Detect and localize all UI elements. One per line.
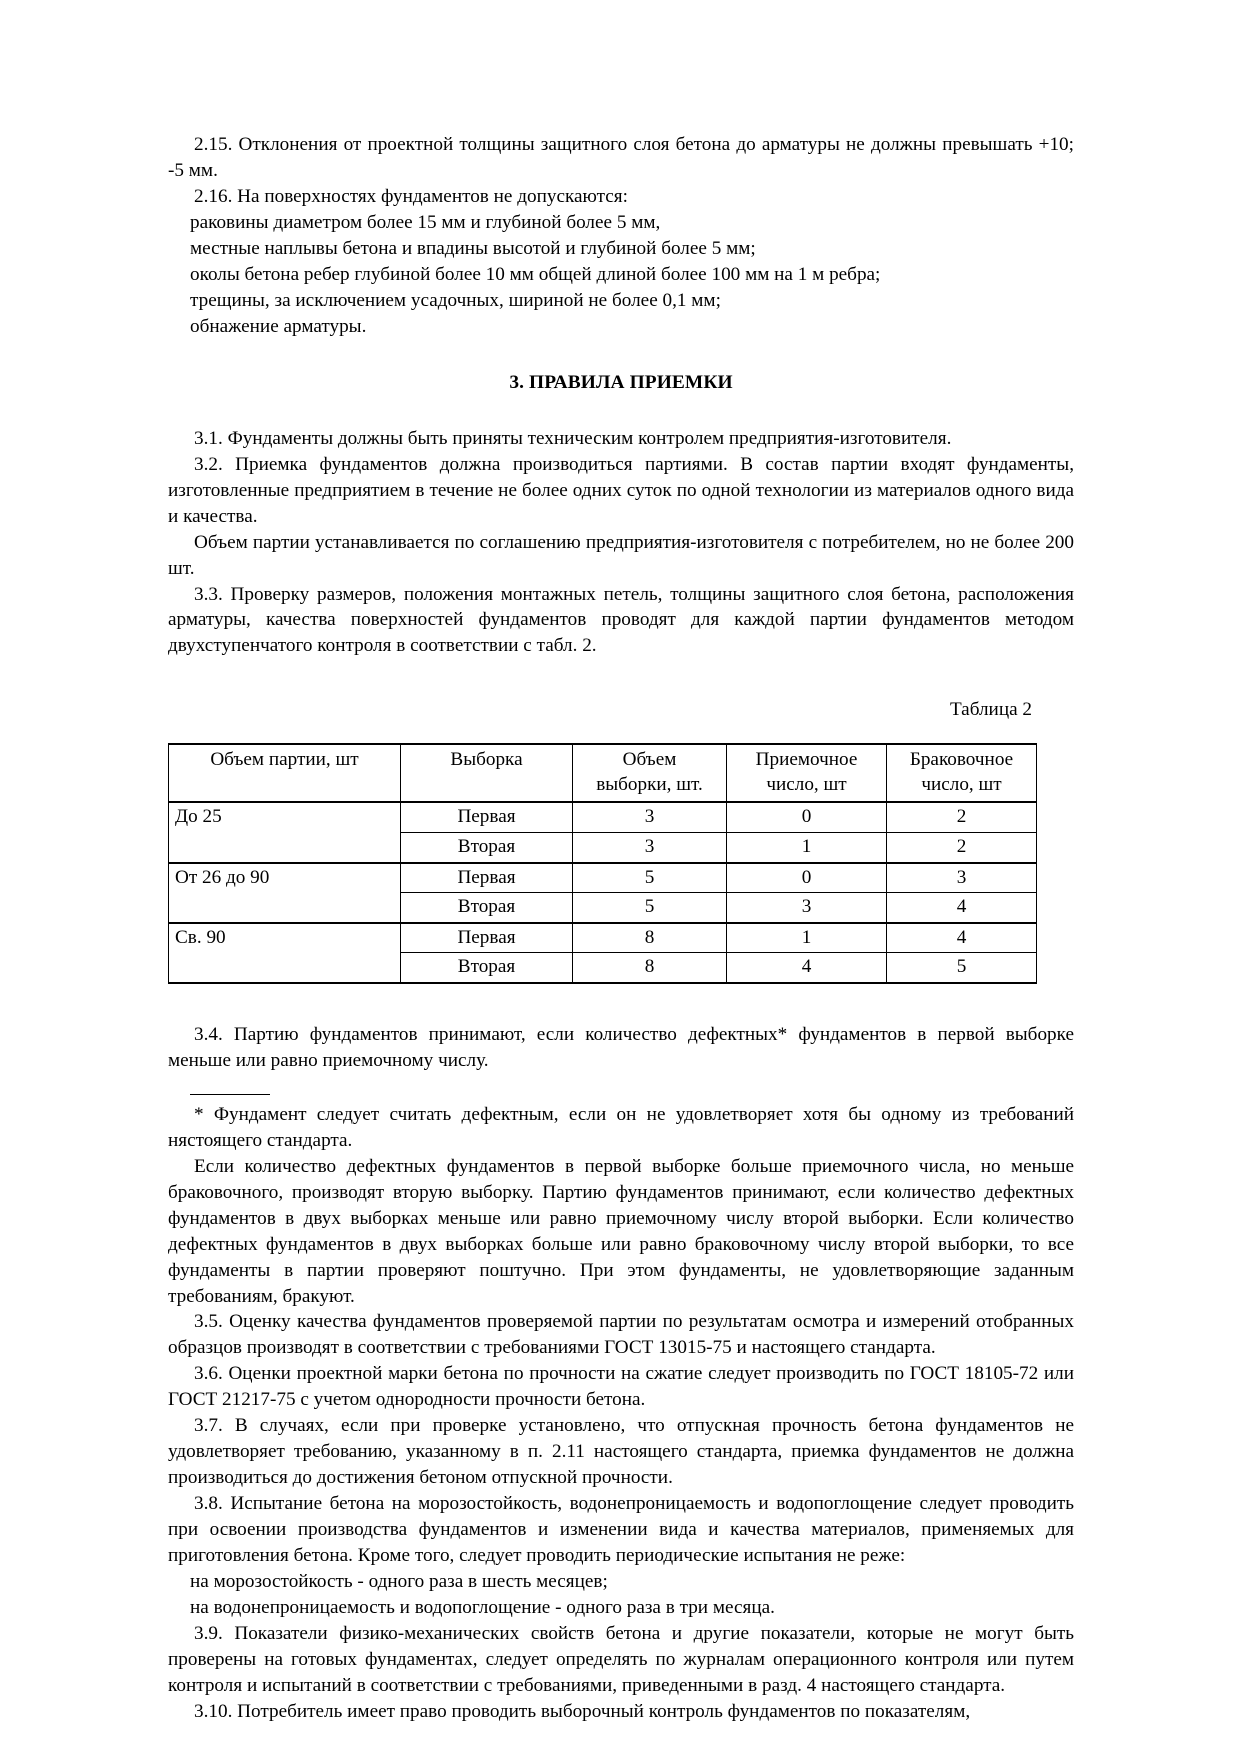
cell-acceptance-number: 1 bbox=[727, 833, 887, 863]
paragraph-3-4: 3.4. Партию фундаментов принимают, если количество дефектных* фундаментов в первой выборке меньше или равно приемочному числу. bbox=[168, 1023, 1074, 1071]
paragraph-3-6: 3.6. Оценки проектной марки бетона по прочности на сжатие следует производить по ГОСТ 18105-72 или ГОСТ 21217-75 с учетом однородности прочности бетона. bbox=[168, 1363, 1074, 1411]
cell-lot-volume: От 26 до 90 bbox=[169, 863, 401, 893]
paragraph-3-9: 3.9. Показатели физико-механических свойств бетона и другие показатели, которые не могут быть проверены на готовых фундаментах, следует определять по журналам операционного контроля или путем контроля и испытаний в соответствии с требованиями, приведенными в разд. 4 настоящего стандарта. bbox=[168, 1622, 1074, 1696]
cell-sample: Вторая bbox=[401, 893, 573, 923]
cell-sample: Вторая bbox=[401, 833, 573, 863]
table-caption: Таблица 2 bbox=[949, 699, 1032, 721]
table-head bbox=[169, 744, 1037, 802]
table-row bbox=[169, 923, 1037, 953]
footnote-text: * Фундамент следует считать дефектным, если он не удовлетворяет хотя бы одному из требований нястоящего стандарта. bbox=[168, 1103, 1074, 1151]
table-header-row bbox=[169, 744, 1037, 802]
header-line: Выборка bbox=[450, 749, 523, 771]
paragraph-2-15: 2.15. Отклонения от проектной толщины защитного слоя бетона до арматуры не должны превышать +10; -5 мм. bbox=[168, 134, 1074, 181]
table-header-lot-volume bbox=[169, 744, 401, 802]
cell-rejection-number: 4 bbox=[887, 893, 1037, 923]
cell-rejection-number: 3 bbox=[887, 863, 1037, 893]
table-row bbox=[169, 953, 1037, 983]
cell-sample-volume: 8 bbox=[573, 923, 727, 953]
cell-sample-volume: 3 bbox=[573, 833, 727, 863]
table-row bbox=[169, 802, 1037, 832]
cell-lot-volume: До 25 bbox=[169, 802, 401, 832]
header-line: Объем bbox=[622, 749, 677, 771]
header-line: число, шт bbox=[766, 773, 847, 795]
paragraph-2-16: 2.16. На поверхностях фундаментов не допускаются: bbox=[194, 185, 628, 207]
list-item-216-2: околы бетона ребер глубиной более 10 мм общей длиной более 100 мм на 1 м ребра; bbox=[190, 263, 881, 285]
header-line: выборки, шт. bbox=[596, 773, 703, 795]
paragraph-3-7: 3.7. В случаях, если при проверке установлено, что отпускная прочность бетона фундаментов не удовлетворяет требованию, указанному в п. 2.11 настоящего стандарта, приемка фундаментов не должна производиться до достижения бетоном отпускной прочности. bbox=[168, 1415, 1074, 1489]
cell-sample: Первая bbox=[401, 923, 573, 953]
cell-sample: Вторая bbox=[401, 953, 573, 983]
list-item-216-0: раковины диаметром более 15 мм и глубиной более 5 мм, bbox=[190, 211, 661, 233]
cell-rejection-number: 2 bbox=[887, 802, 1037, 832]
list-item-216-3: трещины, за исключением усадочных, шириной не более 0,1 мм; bbox=[190, 289, 721, 311]
spacer-before-heading bbox=[168, 340, 1074, 370]
cell-acceptance-number: 0 bbox=[727, 863, 887, 893]
table-row bbox=[169, 893, 1037, 923]
cell-lot-volume-continued bbox=[169, 833, 401, 863]
table-header-rejection-number bbox=[887, 744, 1037, 802]
cell-rejection-number: 2 bbox=[887, 833, 1037, 863]
list-item-38-1: на водонепроницаемость и водопоглощение - одного раза в три месяца. bbox=[190, 1596, 775, 1618]
list-item-216-4: обнажение арматуры. bbox=[190, 315, 367, 337]
cell-sample-volume: 8 bbox=[573, 953, 727, 983]
table-header-sample-volume bbox=[573, 744, 727, 802]
cell-sample-volume: 5 bbox=[573, 863, 727, 893]
paragraph-3-5: 3.5. Оценку качества фундаментов проверяемой партии по результатам осмотра и измерений отобранных образцов производят в соответствии с требованиями ГОСТ 13015-75 и настоящего стандарта. bbox=[168, 1311, 1074, 1359]
cell-acceptance-number: 1 bbox=[727, 923, 887, 953]
cell-acceptance-number: 0 bbox=[727, 802, 887, 832]
spacer-before-table-caption bbox=[168, 659, 1074, 697]
paragraph-3-1: 3.1. Фундаменты должны быть приняты техническим контролем предприятия-изготовителя. bbox=[194, 427, 952, 449]
document-content bbox=[168, 132, 1074, 1725]
cell-lot-volume-continued bbox=[169, 953, 401, 983]
list-item-38-0: на морозостойкость - одного раза в шесть месяцев; bbox=[190, 1571, 608, 1592]
table-header-sample bbox=[401, 744, 573, 802]
cell-rejection-number: 4 bbox=[887, 923, 1037, 953]
table-row bbox=[169, 833, 1037, 863]
spacer-after-heading bbox=[168, 396, 1074, 426]
cell-lot-volume-continued bbox=[169, 893, 401, 923]
cell-acceptance-number: 3 bbox=[727, 893, 887, 923]
header-line: Браковочное bbox=[909, 749, 1014, 771]
section-heading-3: 3. ПРАВИЛА ПРИЕМКИ bbox=[509, 371, 733, 393]
spacer-before-table bbox=[168, 723, 1074, 743]
spacer-after-footnote-rule bbox=[168, 1095, 1074, 1102]
acceptance-table bbox=[168, 743, 1037, 984]
cell-sample: Первая bbox=[401, 802, 573, 832]
table-row bbox=[169, 863, 1037, 893]
paragraph-3-3: 3.3. Проверку размеров, положения монтажных петель, толщины защитного слоя бетона, расположения арматуры, качества поверхностей фундаментов проводят для каждой партии фундаментов методом двухступенчатого контроля в соответствии с табл. 2. bbox=[168, 583, 1074, 657]
table-header-acceptance-number bbox=[727, 744, 887, 802]
paragraph-volume-of-lot: Объем партии устанавливается по соглашению предприятия-изготовителя с потребителем, но не более 200 шт. bbox=[168, 531, 1074, 579]
cell-rejection-number: 5 bbox=[887, 953, 1037, 983]
cell-sample-volume: 3 bbox=[573, 802, 727, 832]
table-body bbox=[169, 802, 1037, 982]
cell-lot-volume: Св. 90 bbox=[169, 923, 401, 953]
list-item-216-1: местные наплывы бетона и впадины высотой и глубиной более 5 мм; bbox=[190, 237, 756, 259]
cell-sample-volume: 5 bbox=[573, 893, 727, 923]
spacer-after-table bbox=[168, 984, 1074, 1022]
paragraph-3-10: 3.10. Потребитель имеет право проводить выборочный контроль фундаментов по показателям, bbox=[194, 1700, 971, 1722]
spacer-before-footnote bbox=[168, 1074, 1074, 1094]
header-line: Объем партии, шт bbox=[210, 749, 359, 771]
header-line: Приемочное bbox=[755, 749, 858, 771]
paragraph-3-8: 3.8. Испытание бетона на морозостойкость, водонепроницаемость и водопоглощение следует проводить при освоении производства фундаментов и изменении вида и качества материалов, применяемых для приготовления бетона. Кроме того, следует проводить периодические испытания не реже: bbox=[168, 1493, 1074, 1567]
cell-acceptance-number: 4 bbox=[727, 953, 887, 983]
cell-sample: Первая bbox=[401, 863, 573, 893]
header-line: число, шт bbox=[921, 773, 1002, 795]
paragraph-3-2: 3.2. Приемка фундаментов должна производиться партиями. В состав партии входят фундаменты, изготовленные предприятием в течение не более одних суток по одной технологии из материалов одного вида и качества. bbox=[168, 453, 1074, 527]
paragraph-second-sampling: Если количество дефектных фундаментов в первой выборке больше приемочного числа, но меньше браковочного, производят вторую выборку. Партию фундаментов принимают, если количество дефектных фундаментов в двух выборках меньше или равно приемочному числу второй выборки. Если количество дефектных фундаментов в двух выборках больше или равно браковочному числу второй выборки, то все фундаменты в партии проверяют поштучно. При этом фундаменты, не удовлетворяющие заданным требованиям, бракуют. bbox=[168, 1155, 1074, 1307]
